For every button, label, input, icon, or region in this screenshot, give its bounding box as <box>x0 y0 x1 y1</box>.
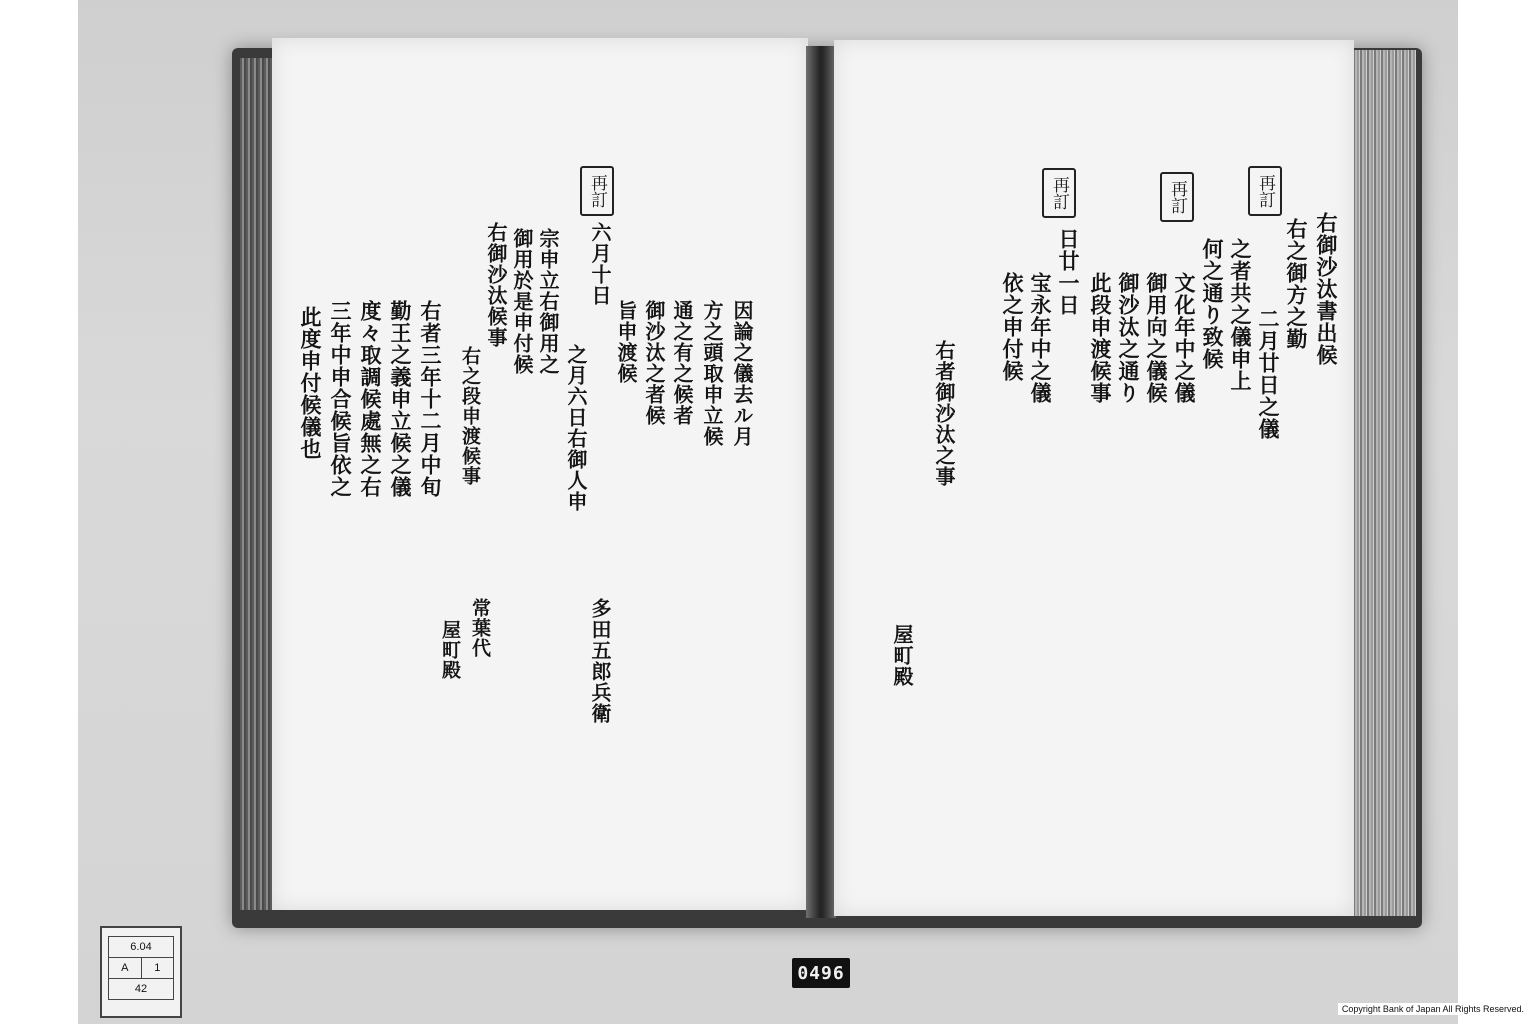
text-column: 右之段申渡候事 <box>459 346 481 486</box>
saitei-stamp: 再訂 <box>1042 168 1076 218</box>
archive-label-card <box>100 926 182 1018</box>
text-column: 日廿一日 <box>1056 228 1081 316</box>
text-column: 之者共之儀申上 <box>1228 238 1253 392</box>
signature: 屋町殿 <box>890 624 914 687</box>
book-left-edge <box>240 58 274 910</box>
text-column: 此度申付候儀也 <box>298 306 323 460</box>
label-cell: 1 <box>154 962 161 974</box>
copyright-notice: Copyright Bank of Japan All Rights Reserved. <box>1338 1003 1528 1015</box>
book-gutter <box>806 46 836 918</box>
text-column: 何之通り致候 <box>1200 238 1225 370</box>
frame-number: 0496 <box>792 958 850 988</box>
text-column: 依之申付候 <box>1000 272 1025 382</box>
saitei-stamp: 再訂 <box>1160 172 1194 222</box>
text-column: 度々取調候處無之右 <box>358 300 383 498</box>
text-column: 右御沙汰書出候 <box>1314 212 1339 366</box>
text-column: 此段申渡候事 <box>1088 272 1113 404</box>
text-column: 通之有之候者 <box>670 300 694 426</box>
signature: 多田五郎兵衛 <box>588 598 612 724</box>
left-page <box>272 38 808 910</box>
signature: 右者御沙汰之事 <box>932 340 956 487</box>
label-line: 42 <box>134 983 148 995</box>
book-right-edge <box>1350 50 1416 916</box>
text-column: 御用向之儀候 <box>1144 272 1169 404</box>
text-column: 方之頭取申立候 <box>700 300 724 447</box>
label-line <box>109 958 173 979</box>
text-column: 宝永年中之儀 <box>1028 272 1053 404</box>
saitei-stamp: 再訂 <box>580 166 614 216</box>
text-column: 旨申渡候 <box>614 300 638 384</box>
text-column: 六月十日 <box>588 222 612 306</box>
saitei-stamp: 再訂 <box>1248 166 1282 216</box>
text-column: 三年中申合候旨依之 <box>328 300 353 498</box>
text-column: 御沙汰之通り <box>1116 272 1141 404</box>
text-column: 因論之儀去ル月 <box>730 300 754 447</box>
right-page <box>834 40 1354 916</box>
text-column: 右之御方之勤 <box>1284 218 1309 350</box>
text-column: 右者三年十二月中旬 <box>418 300 443 498</box>
label-cell: A <box>109 958 142 978</box>
text-column: 御用於是申付候 <box>510 228 534 375</box>
text-column: 宗申立右御用之 <box>536 228 560 375</box>
text-column: 之月六日右御人申 <box>564 344 588 512</box>
text-column: 二月廿日之儀 <box>1256 308 1281 440</box>
text-column: 勤王之義申立候之儀 <box>388 300 413 498</box>
signature: 屋町殿 <box>439 620 461 680</box>
text-column: 右御沙汰候事 <box>484 222 508 348</box>
text-column: 御沙汰之者候 <box>642 300 666 426</box>
label-line: 6.04 <box>109 937 173 958</box>
signature: 常葉代 <box>469 598 491 658</box>
text-column: 文化年中之儀 <box>1172 272 1197 404</box>
